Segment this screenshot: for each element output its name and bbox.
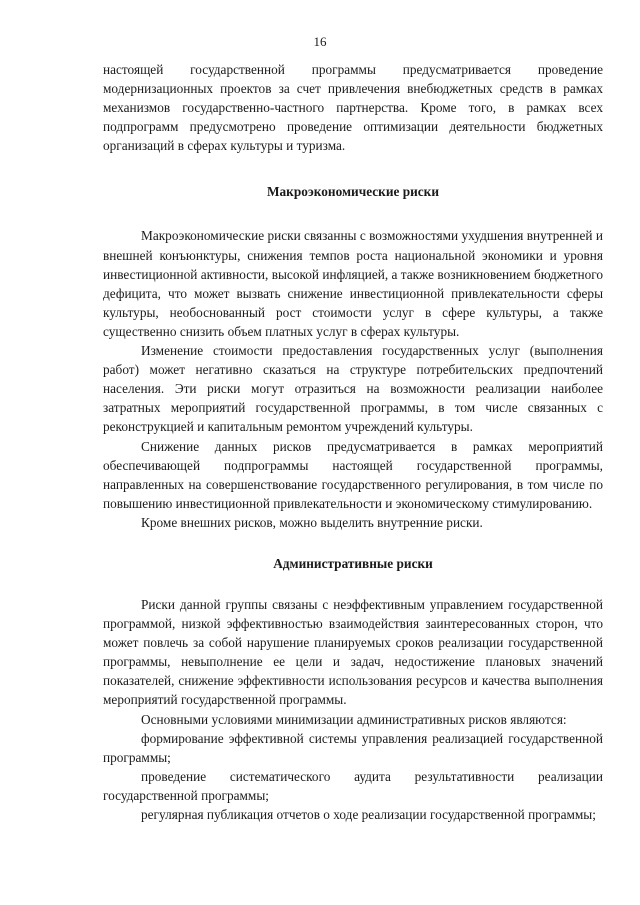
- macro-paragraph-2: Изменение стоимости предоставления государственных услуг (выполнения работ) может негативно сказаться на структуре потребительских предпочтений населения. Эти риски могут отразиться на возможности реализации наиболее затратных мероприятий государственной программы, в том числе связанных с реконструкцией и капитальным ремонтом учреждений культуры.: [103, 343, 603, 435]
- intro-paragraph: настоящей государственной программы предусматривается проведение модернизационных проектов за счет привлечения внебюджетных средств в рамках механизмов государственно-частного партнерства. Кроме того, в рамках всех подпрограмм предусмотрено проведение оптимизации деятельности бюджетных организаций в сферах культуры и туризма.: [103, 62, 603, 154]
- admin-paragraph-2: Основными условиями минимизации административных рисков являются:: [141, 711, 567, 727]
- macro-paragraph-4: Кроме внешних рисков, можно выделить внутренние риски.: [141, 514, 483, 530]
- page-number: 16: [313, 34, 327, 49]
- macro-paragraph-3: Снижение данных рисков предусматривается в рамках мероприятий обеспечивающей подпрограммы настоящей государственной программы, направленных на совершенствование государственного регулирования, в том числе по повышению инвестиционной привлекательности и экономическому стимулированию.: [103, 438, 603, 511]
- admin-list-item-3: регулярная публикация отчетов о ходе реализации государственной программы;: [141, 807, 596, 822]
- macro-paragraph-1: Макроэкономические риски связанны с возможностями ухудшения внутренней и внешней конъюнктуры, снижения темпов роста национальной экономики и уровня инвестиционной активности, высокой инфляцией, а также возникновением бюджетного дефицита, что может вызвать снижение инвестиционной привлекательности сферы культуры, необоснованный рост стоимости услуг в сфере культуры, а также существенно снизить объем платных услуг в сферах культуры.: [103, 228, 603, 339]
- admin-list-item-2: проведение систематического аудита результативности реализации государственной программы;: [103, 768, 603, 803]
- section-title-macro-risks: Макроэкономические риски: [266, 184, 439, 200]
- admin-list-item-1: формирование эффективной системы управления реализацией государственной программы;: [103, 730, 603, 765]
- section-title-admin-risks: Административные риски: [273, 555, 433, 571]
- page-content: [103, 60, 603, 824]
- admin-paragraph-1: Риски данной группы связаны с неэффективным управлением государственной программой, низкой эффективностью взаимодействия заинтересованных сторон, что может повлечь за собой нарушение планируемых сроков реализации государственной программы, невыполнение ее цели и задач, недостижение плановых значений показателей, снижение эффективности использования ресурсов и качества выполнения мероприятий государственной программы.: [103, 596, 603, 708]
